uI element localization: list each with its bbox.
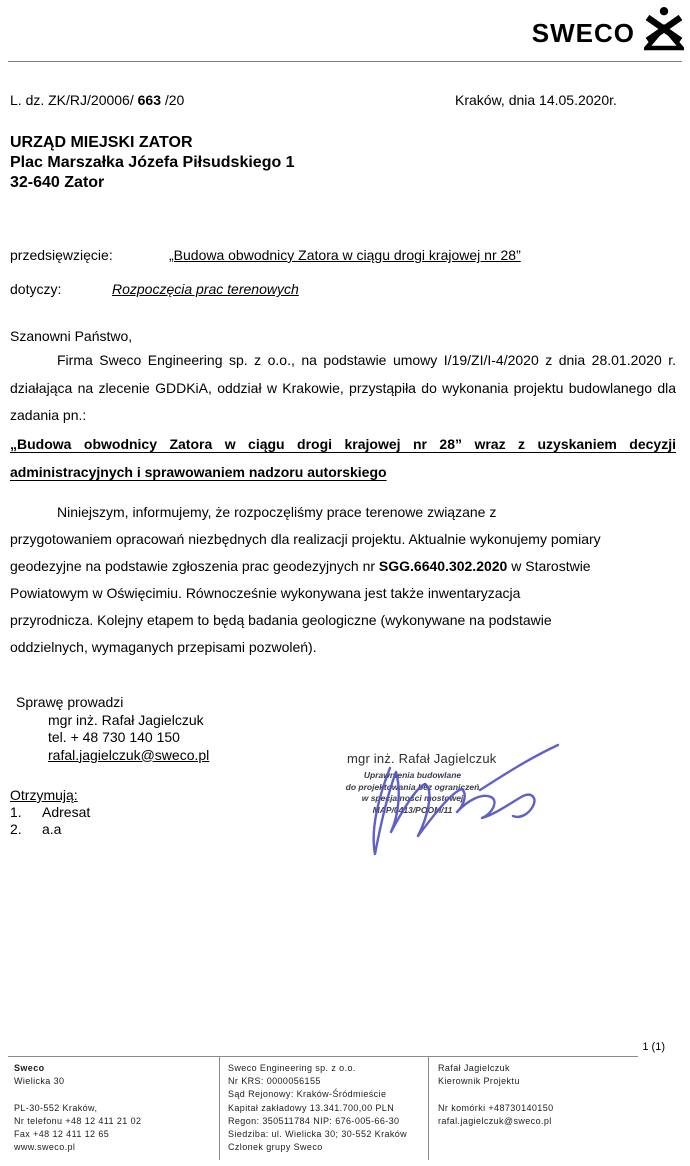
footer-pm-mobile: Nr komórki +48730140150 bbox=[438, 1102, 554, 1113]
sweco-figure-icon bbox=[644, 7, 684, 51]
footer-website: www.sweco.pl bbox=[14, 1142, 76, 1153]
page-number: 1 (1) bbox=[642, 1041, 665, 1053]
handwritten-signature bbox=[358, 738, 568, 863]
footer-column-divider bbox=[219, 1057, 220, 1160]
stamp-engineer-name: mgr inż. Rafał Jagielczuk bbox=[347, 751, 497, 766]
sweco-logo-text: SWECO bbox=[531, 17, 635, 48]
footer-pm-role: Kierownik Projektu bbox=[438, 1076, 520, 1087]
contact-heading: Sprawę prowadzi bbox=[16, 694, 124, 710]
reference-value: 663 bbox=[137, 92, 161, 108]
footer-pm-name: Rafał Jagielczuk bbox=[438, 1063, 510, 1073]
header-divider bbox=[8, 61, 682, 62]
footer-spacer bbox=[14, 1088, 141, 1101]
works-line-3b: w Starostwie bbox=[507, 558, 591, 574]
paragraph-works bbox=[10, 499, 686, 661]
stamp-line-3: w specjalności mostowej bbox=[361, 793, 464, 803]
project-label: przedsięwzięcie: bbox=[10, 247, 113, 263]
footer-pm-email: rafal.jagielczuk@sweco.pl bbox=[438, 1115, 552, 1126]
footer-legal-name: Sweco Engineering sp. z o.o. bbox=[228, 1063, 356, 1073]
sweco-logo bbox=[532, 7, 684, 51]
list-item-number: 2. bbox=[10, 821, 22, 837]
footer-project-manager bbox=[438, 1062, 554, 1128]
footer-group-member: Czlonek grupy Sweco bbox=[228, 1142, 323, 1153]
list-item-label: a.a bbox=[42, 821, 62, 837]
list-item bbox=[10, 821, 90, 838]
works-line-6: oddzielnych, wymaganych przepisami pozwoleń). bbox=[10, 639, 317, 655]
works-line-3: geodezyjne na podstawie zgłoszenia prac geodezyjnych nr bbox=[10, 558, 379, 574]
stamp-line-1: Uprawnienia budowlane bbox=[363, 770, 462, 780]
reference-row bbox=[10, 92, 682, 108]
case-contact-block bbox=[16, 694, 209, 764]
stamp-license-number: MAP/0413/POOM/11 bbox=[372, 804, 453, 815]
footer-court: Sąd Rejonowy: Kraków-Śródmieście bbox=[228, 1089, 387, 1100]
footer-regon-nip: Regon: 350511784 NIP: 676-005-66-30 bbox=[228, 1115, 400, 1126]
footer-phone: Nr telefonu +48 12 411 21 02 bbox=[14, 1115, 142, 1126]
recipient-name: URZĄD MIEJSKI ZATOR bbox=[10, 134, 193, 151]
distribution-heading: Otrzymują: bbox=[10, 787, 78, 803]
footer-krs: Nr KRS: 0000056155 bbox=[228, 1076, 321, 1087]
footer-column-divider bbox=[428, 1057, 429, 1160]
footer-capital: Kapitał zakładowy 13.341.700,00 PLN bbox=[228, 1102, 395, 1113]
recipient-address bbox=[10, 133, 295, 193]
regarding-row bbox=[10, 281, 682, 297]
reference-prefix: L. dz. ZK/RJ/20006/ bbox=[10, 92, 134, 108]
recipient-street: Plac Marszałka Józefa Piłsudskiego 1 bbox=[10, 154, 295, 171]
list-item bbox=[10, 804, 90, 821]
footer-fax: Fax +48 12 411 12 65 bbox=[14, 1129, 110, 1139]
regarding-label: dotyczy: bbox=[10, 281, 62, 297]
works-line-4: Powiatowym w Oświęcimiu. Równocześnie wykonywana jest także inwentaryzacja bbox=[10, 585, 521, 601]
footer-seat: Siedziba: ul. Wielicka 30; 30-552 Kraków bbox=[228, 1129, 408, 1140]
works-line-2: przygotowaniem opracowań niezbędnych dla realizacji projektu. Aktualnie wykonujemy pomiary bbox=[10, 531, 601, 547]
footer-city: PL-30-552 Kraków, bbox=[14, 1102, 98, 1113]
salutation: Szanowni Państwo, bbox=[10, 328, 133, 344]
footer-company-name: Sweco bbox=[14, 1063, 45, 1073]
project-row bbox=[10, 247, 682, 263]
footer-divider bbox=[8, 1056, 638, 1057]
paragraph-intro: Firma Sweco Engineering sp. z o.o., na podstawie umowy I/19/ZI/I-4/2020 z dnia 28.01.2020 r. działająca na zlecenie GDDKiA, oddział w Krakowie, przystąpiła do wykonania projektu budowlanego dla zadania pn.: bbox=[10, 352, 676, 423]
stamp-line-2: do projektowania bez ograniczeń bbox=[345, 781, 480, 792]
distribution-list bbox=[10, 787, 90, 838]
contact-email: rafal.jagielczuk@sweco.pl bbox=[48, 746, 210, 763]
project-title: „Budowa obwodnicy Zatora w ciągu drogi krajowej nr 28” bbox=[169, 247, 521, 263]
list-item-number: 1. bbox=[10, 804, 22, 820]
reference-number bbox=[10, 92, 184, 108]
footer-company-registry bbox=[228, 1062, 407, 1154]
place-date: Kraków, dnia 14.05.2020r. bbox=[455, 92, 617, 108]
geodetic-ref-number: SGG.6640.302.2020 bbox=[378, 558, 508, 574]
project-full-title: „Budowa obwodnicy Zatora w ciągu drogi krajowej nr 28” wraz z uzyskaniem decyzji administracyjnych i sprawowaniem nadzoru autorskiego bbox=[10, 436, 676, 480]
contact-name: mgr inż. Rafał Jagielczuk bbox=[48, 711, 204, 728]
contact-phone: tel. + 48 730 140 150 bbox=[48, 729, 180, 745]
regarding-value: Rozpoczęcia prac terenowych bbox=[112, 281, 299, 297]
reference-suffix: /20 bbox=[164, 92, 185, 108]
footer-office-address bbox=[14, 1062, 141, 1154]
works-line-5: przyrodnicza. Kolejny etapem to będą badania geologiczne (wykonywane na podstawie bbox=[10, 612, 552, 628]
recipient-city: 32-640 Zator bbox=[10, 174, 105, 191]
works-line-1: Niniejszym, informujemy, że rozpoczęliśmy prace terenowe związane z bbox=[57, 504, 497, 520]
list-item-label: Adresat bbox=[42, 804, 91, 820]
footer-spacer bbox=[438, 1088, 554, 1101]
footer-street: Wielicka 30 bbox=[14, 1076, 65, 1087]
